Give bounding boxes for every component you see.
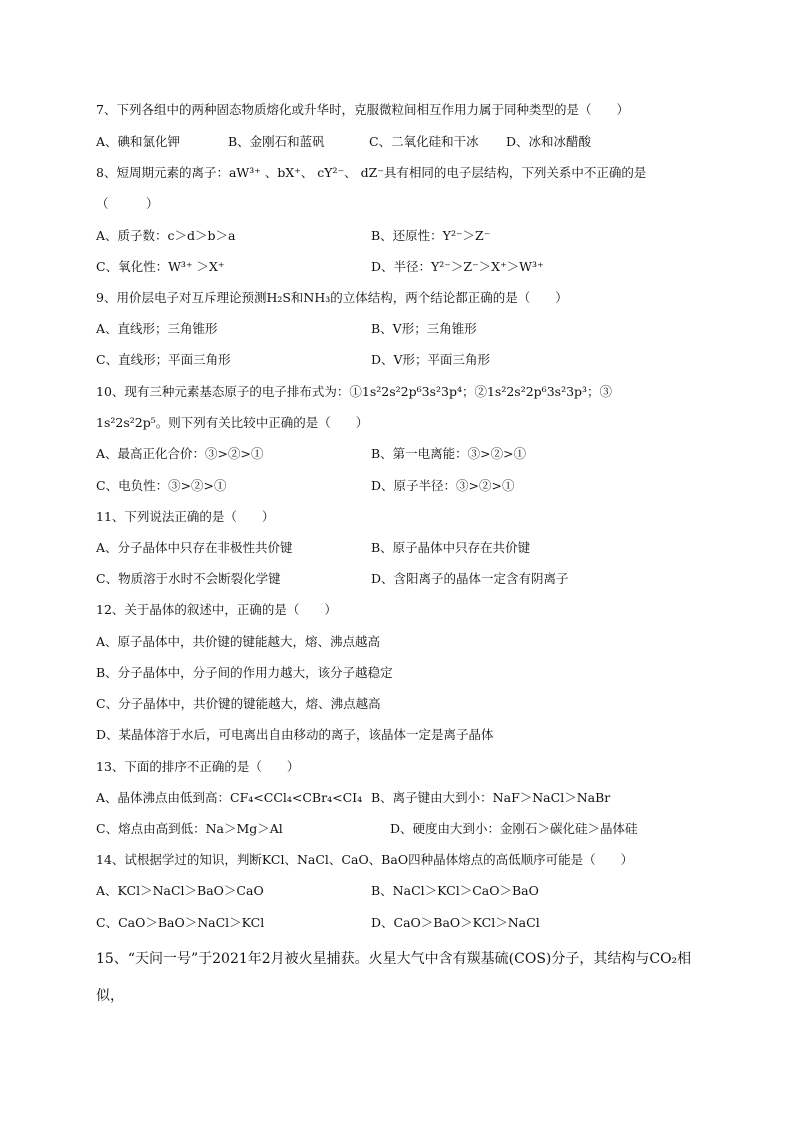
- question-8-stem: 8、短周期元素的离子：aW³⁺ 、bX⁺、 cY²⁻、 dZ⁻具有相同的电子层结构，下列关系中不正确的是: [96, 165, 647, 180]
- q8-option-a: A、质子数：c＞d＞b＞a: [96, 228, 236, 243]
- q7-option-d: D、冰和冰醋酸: [506, 134, 592, 149]
- question-12-stem: 12、关于晶体的叙述中，正确的是（ ）: [96, 602, 337, 617]
- q7-option-c: C、二氧化硅和干冰: [369, 134, 479, 149]
- q12-option-c: C、分子晶体中，共价键的键能越大，熔、沸点越高: [96, 696, 381, 711]
- question-10-stem-line1: 10、现有三种元素基态原子的电子排布式为：①1s²2s²2p⁶3s²3p⁴；②1s²2s²2p⁶3s²3p³；③: [96, 384, 613, 399]
- q9-option-b: B、V形；三角锥形: [371, 321, 477, 336]
- question-15-stem-line2: 似，: [96, 988, 124, 1004]
- question-15-stem-line1: 15、“天问一号”于2021年2月被火星捕获。火星大气中含有羰基硫(COS)分子，其结构与CO₂相: [96, 951, 692, 967]
- q9-option-a: A、直线形；三角锥形: [96, 321, 218, 336]
- q9-option-c: C、直线形；平面三角形: [96, 352, 231, 367]
- q13-option-a: A、晶体沸点由低到高：CF₄<CCl₄<CBr₄<CI₄: [96, 790, 363, 805]
- question-13-stem: 13、下面的排序不正确的是（ ）: [96, 759, 300, 774]
- q7-option-a: A、碘和氯化钾: [96, 134, 181, 149]
- q14-option-c: C、CaO＞BaO＞NaCl＞KCl: [96, 915, 265, 930]
- question-7-stem: 7、下列各组中的两种固态物质熔化或升华时，克服微粒间相互作用力属于同种类型的是（ ）: [96, 102, 629, 117]
- q8-option-b: B、还原性：Y²⁻＞Z⁻: [371, 228, 491, 243]
- question-8-blank: （ ）: [96, 196, 159, 211]
- q10-option-c: C、电负性：③>②>①: [96, 478, 227, 493]
- q7-option-b: B、金刚石和蓝矾: [228, 134, 325, 149]
- q8-option-d: D、半径：Y²⁻＞Z⁻＞X⁺＞W³⁺: [371, 259, 544, 274]
- q12-option-d: D、某晶体溶于水后，可电离出自由移动的离子，该晶体一定是离子晶体: [96, 727, 494, 742]
- q12-option-b: B、分子晶体中，分子间的作用力越大，该分子越稳定: [96, 665, 393, 680]
- q11-option-c: C、物质溶于水时不会断裂化学键: [96, 571, 281, 586]
- q10-option-a: A、最高正化合价：③>②>①: [96, 446, 264, 461]
- q12-option-a: A、原子晶体中，共价键的键能越大，熔、沸点越高: [96, 634, 381, 649]
- q9-option-d: D、V形；平面三角形: [371, 352, 491, 367]
- q11-option-b: B、原子晶体中只存在共价键: [371, 540, 531, 555]
- q14-option-d: D、CaO＞BaO＞KCl＞NaCl: [371, 915, 540, 930]
- q11-option-a: A、分子晶体中只存在非极性共价键: [96, 540, 293, 555]
- question-10-stem-line2: 1s²2s²2p⁵。则下列有关比较中正确的是（ ）: [96, 415, 369, 430]
- question-9-stem: 9、用价层电子对互斥理论预测H₂S和NH₃的立体结构，两个结论都正确的是（ ）: [96, 290, 568, 305]
- q11-option-d: D、含阳离子的晶体一定含有阴离子: [371, 571, 569, 586]
- q10-option-b: B、第一电离能：③>②>①: [371, 446, 527, 461]
- q14-option-a: A、KCl＞NaCl＞BaO＞CaO: [96, 883, 264, 898]
- q14-option-b: B、NaCl＞KCl＞CaO＞BaO: [371, 883, 539, 898]
- q13-option-b: B、离子键由大到小：NaF＞NaCl＞NaBr: [371, 790, 611, 805]
- question-11-stem: 11、下列说法正确的是（ ）: [96, 509, 275, 524]
- q13-option-c: C、熔点由高到低：Na＞Mg＞Al: [96, 821, 283, 836]
- q13-option-d: D、硬度由大到小：金刚石＞碳化硅＞晶体硅: [390, 821, 638, 836]
- question-14-stem: 14、试根据学过的知识，判断KCl、NaCl、CaO、BaO四种晶体熔点的高低顺序可能是（ ）: [96, 852, 634, 867]
- q10-option-d: D、原子半径：③>②>①: [371, 478, 515, 493]
- q8-option-c: C、氧化性：W³⁺ ＞X⁺: [96, 259, 225, 274]
